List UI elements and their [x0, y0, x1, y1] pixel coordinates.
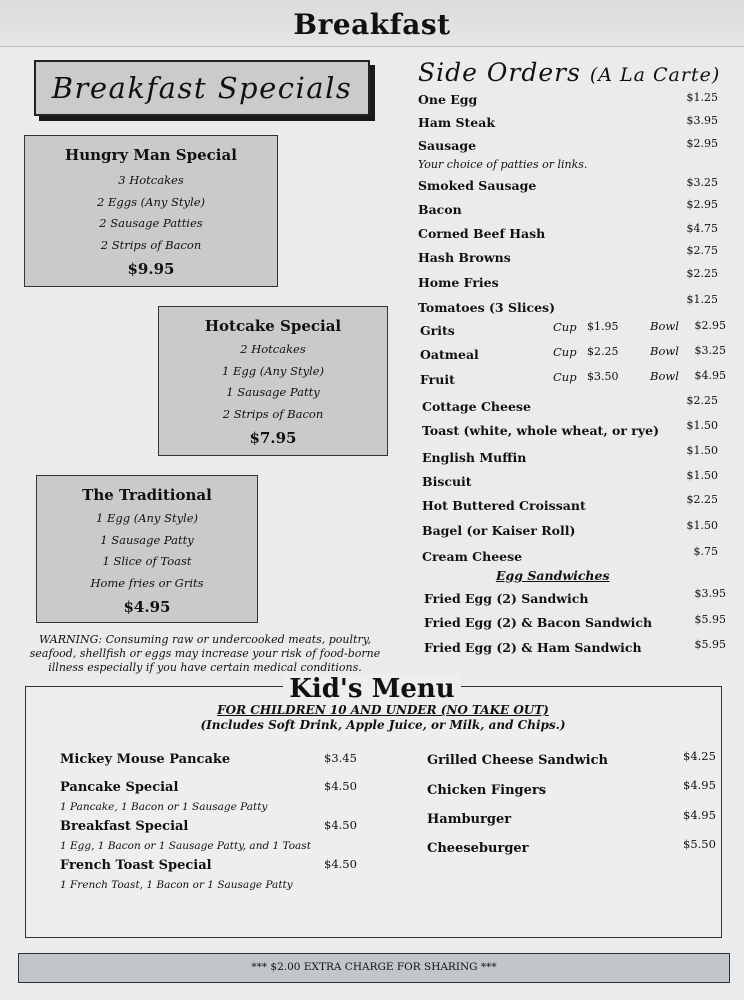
special-line: 2 Hotcakes	[240, 342, 306, 356]
special-hungry-man	[24, 135, 278, 287]
kids-item-price: $4.50	[324, 779, 357, 793]
kids-menu-note: (Includes Soft Drink, Apple Juice, or Milk, and Chips.)	[200, 718, 566, 732]
side-item-price: $1.50	[686, 419, 718, 432]
kids-item-price: $4.95	[683, 778, 716, 792]
side-item-name: Ham Steak	[418, 115, 496, 130]
egg-sandwich-name: Fried Egg (2) Sandwich	[424, 591, 589, 606]
kids-item-name: Hamburger	[427, 812, 512, 827]
side-item-price: $4.75	[686, 222, 718, 235]
side-item-name: Fruit	[420, 372, 455, 387]
egg-sandwich-price: $5.95	[694, 638, 726, 651]
side-item-name: Bacon	[418, 202, 462, 217]
side-item-name: Corned Beef Hash	[418, 226, 546, 241]
side-item-price: $1.50	[686, 469, 718, 482]
cup-label: Cup	[553, 320, 577, 334]
kids-item-name: Cheeseburger	[427, 841, 529, 856]
side-item-price: $2.95	[686, 137, 718, 150]
side-item-price: $.75	[693, 545, 718, 558]
special-line: 1 Sausage Patty	[100, 532, 194, 547]
kids-item-price: $4.25	[683, 749, 716, 763]
side-orders-subtitle: (A La Carte)	[589, 64, 721, 86]
side-item-name: Toast (white, whole wheat, or rye)	[422, 423, 660, 438]
special-hotcake	[158, 306, 388, 456]
egg-sandwich-name: Fried Egg (2) & Bacon Sandwich	[424, 615, 653, 630]
bowl-price: $2.95	[694, 319, 726, 332]
special-line: 3 Hotcakes	[118, 173, 184, 187]
kids-item-desc: 1 Egg, 1 Bacon or 1 Sausage Patty, and 1 Toast	[60, 840, 311, 852]
special-line: 1 Sausage Patty	[226, 385, 320, 399]
specials-banner	[34, 60, 370, 116]
egg-sandwich-name: Fried Egg (2) & Ham Sandwich	[424, 640, 642, 655]
side-item-price: $2.25	[686, 493, 718, 506]
bowl-price: $3.25	[694, 344, 726, 357]
special-line: 1 Egg (Any Style)	[95, 511, 199, 525]
specials-title: Breakfast Specials	[51, 71, 353, 105]
side-orders-title	[418, 58, 720, 87]
cup-price: $2.25	[587, 345, 619, 358]
side-item-price: $2.25	[686, 267, 718, 280]
side-item-price: $1.50	[686, 519, 718, 532]
side-orders-heading: Side Orders	[418, 58, 581, 87]
side-item-name: Hash Browns	[418, 250, 511, 265]
side-item-price: $2.25	[686, 394, 718, 407]
kids-menu-subtitle: FOR CHILDREN 10 AND UNDER (NO TAKE OUT)	[217, 703, 549, 717]
food-safety-warning: WARNING: Consuming raw or undercooked meats, poultry, seafood, shellfish or eggs may increase your risk of food-borne illness especially if you have certain medical conditions.	[29, 633, 381, 674]
special-line: 1 Egg (Any Style)	[221, 363, 325, 378]
side-item-name: Cottage Cheese	[422, 399, 531, 414]
kids-item-desc: 1 Pancake, 1 Bacon or 1 Sausage Patty	[60, 801, 268, 813]
side-item-note: Your choice of patties or links.	[418, 158, 588, 171]
special-traditional	[36, 475, 258, 623]
side-item-price: $3.95	[686, 114, 718, 127]
side-item-name: Biscuit	[422, 474, 472, 489]
special-name: Hungry Man Special	[65, 146, 237, 164]
page-title: Breakfast	[293, 8, 451, 41]
sharing-charge-text: *** $2.00 EXTRA CHARGE FOR SHARING ***	[251, 961, 497, 973]
kids-item-name: Mickey Mouse Pancake	[60, 752, 231, 767]
side-item-price: $1.50	[686, 444, 718, 457]
special-price: $7.95	[249, 429, 297, 447]
kids-item-price: $4.50	[324, 857, 357, 871]
side-item-name: Smoked Sausage	[418, 178, 537, 193]
bowl-label: Bowl	[650, 319, 679, 333]
side-item-name: Bagel (or Kaiser Roll)	[422, 523, 576, 538]
special-line: 1 Slice of Toast	[102, 554, 192, 568]
side-item-name: Grits	[420, 323, 455, 338]
kids-menu-title-text: Kid's Menu	[283, 674, 460, 704]
side-item-name: English Muffin	[422, 450, 527, 465]
kids-item-name: Chicken Fingers	[427, 783, 547, 798]
side-item-price: $2.95	[686, 198, 718, 211]
bowl-label: Bowl	[650, 369, 679, 383]
side-item-name: Tomatoes (3 Slices)	[418, 300, 555, 315]
kids-item-name: Grilled Cheese Sandwich	[427, 753, 608, 768]
special-price: $9.95	[127, 260, 175, 278]
kids-menu-title	[0, 674, 744, 704]
bowl-price: $4.95	[694, 369, 726, 382]
kids-item-price: $4.95	[683, 808, 716, 822]
kids-item-name: French Toast Special	[60, 858, 212, 873]
side-item-name: Sausage	[418, 138, 477, 153]
egg-sandwiches-heading: Egg Sandwiches	[496, 568, 610, 583]
special-name: The Traditional	[82, 486, 212, 504]
kids-item-price: $5.50	[683, 837, 716, 851]
sharing-charge-footer	[18, 953, 730, 983]
kids-item-price: $3.45	[324, 751, 357, 765]
side-item-price: $3.25	[686, 176, 718, 189]
side-item-name: Hot Buttered Croissant	[422, 498, 586, 513]
kids-item-price: $4.50	[324, 818, 357, 832]
side-item-name: One Egg	[418, 92, 478, 107]
bowl-label: Bowl	[650, 344, 679, 358]
special-name: Hotcake Special	[204, 317, 342, 335]
cup-price: $1.95	[587, 320, 619, 333]
special-line: 2 Strips of Bacon	[222, 406, 324, 421]
side-item-name: Oatmeal	[420, 347, 479, 362]
side-item-name: Home Fries	[418, 275, 499, 290]
special-line: 2 Sausage Patties	[99, 216, 203, 230]
egg-sandwich-price: $5.95	[694, 613, 726, 626]
cup-price: $3.50	[587, 370, 619, 383]
kids-item-desc: 1 French Toast, 1 Bacon or 1 Sausage Patty	[60, 879, 293, 891]
special-line: 2 Strips of Bacon	[100, 237, 202, 252]
egg-sandwich-price: $3.95	[694, 587, 726, 600]
side-item-price: $2.75	[686, 244, 718, 257]
side-item-price: $1.25	[686, 293, 718, 306]
side-item-name: Cream Cheese	[422, 549, 523, 564]
special-price: $4.95	[123, 598, 171, 616]
cup-label: Cup	[553, 370, 577, 384]
cup-label: Cup	[553, 345, 577, 359]
kids-item-name: Pancake Special	[60, 780, 179, 795]
kids-item-name: Breakfast Special	[60, 819, 189, 834]
side-item-price: $1.25	[686, 91, 718, 104]
special-line: Home fries or Grits	[90, 575, 204, 590]
special-line: 2 Eggs (Any Style)	[97, 194, 205, 209]
